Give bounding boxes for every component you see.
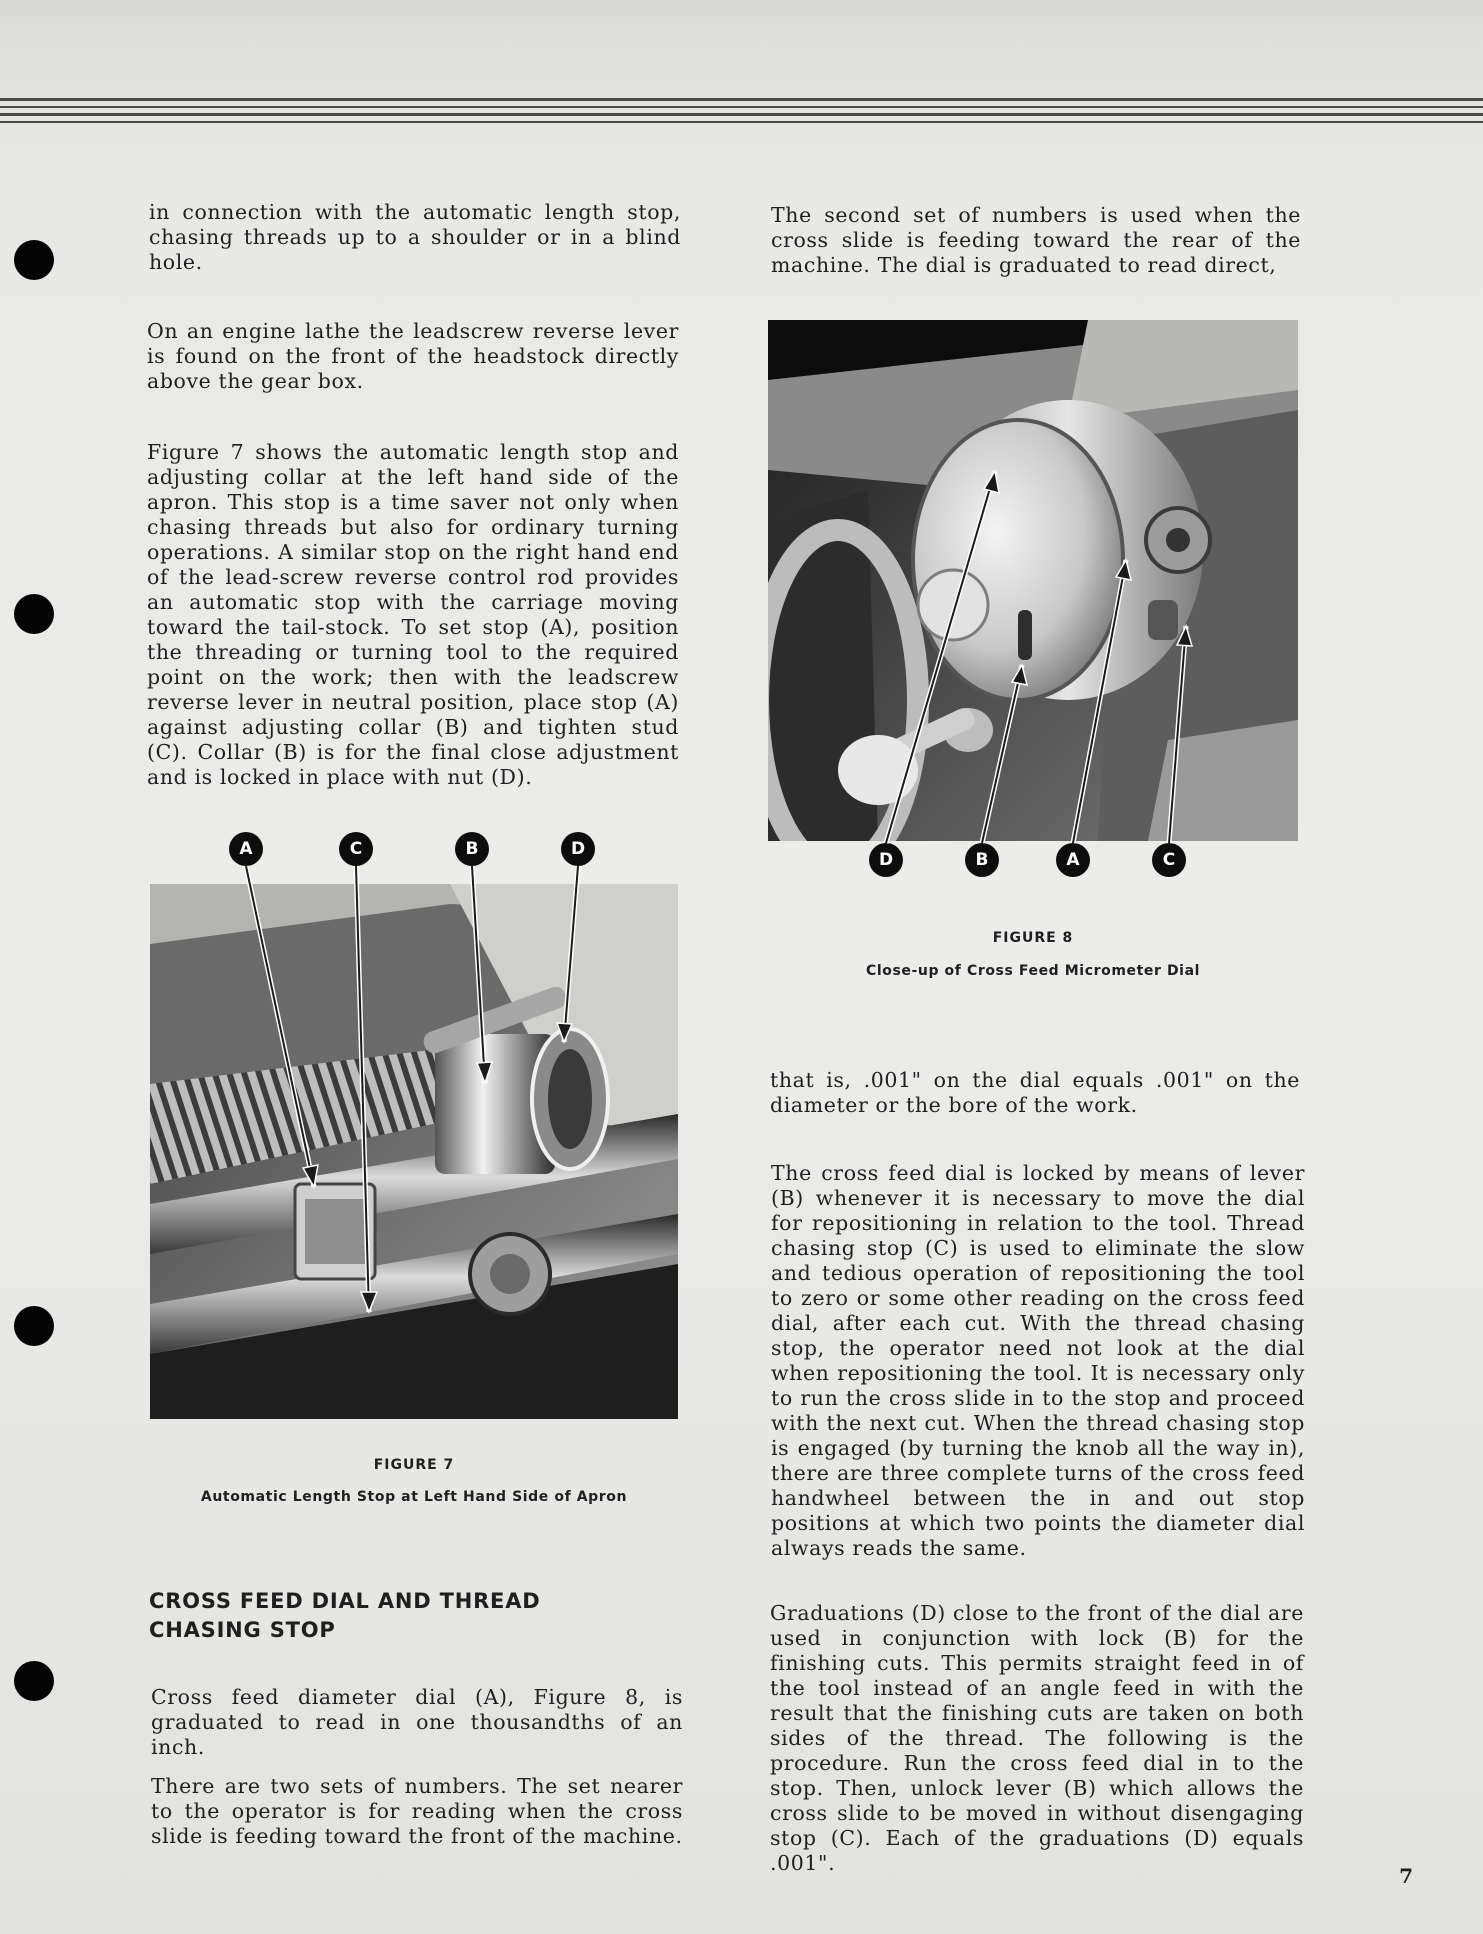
binder-hole — [14, 594, 54, 634]
section-heading: CROSS FEED DIAL AND THREAD CHASING STOP — [149, 1589, 541, 1642]
micrometer-dial-image — [768, 320, 1298, 841]
figure-8-title: FIGURE 8 — [992, 930, 1074, 946]
left-paragraph-5: There are two sets of numbers. The set nearer to the operator is for reading when the cross slide is feeding toward the front of the machine. — [151, 1774, 683, 1848]
left-paragraph-2: On an engine lathe the leadscrew reverse lever is found on the front of the headstock directly above the gear box. — [147, 319, 679, 393]
callout-d: D — [869, 843, 903, 877]
left-paragraph-4: Cross feed diameter dial (A), Figure 8, is graduated to read in one thousandths of an inch. — [151, 1685, 683, 1759]
right-paragraph-2: that is, .001" on the dial equals .001" on the diameter or the bore of the work. — [770, 1068, 1300, 1117]
figure-7-title: FIGURE 7 — [373, 1457, 455, 1473]
left-paragraph-3: Figure 7 shows the automatic length stop and adjusting collar at the left hand side of the apron. This stop is a time saver not only when chasing threads but also for ordinary turning operations. A similar stop on the right hand end of the lead-screw reverse control rod provides an automatic stop with the carriage moving toward the tail-stock. To set stop (A), position the threading or turning tool to the required point on the work; then with the leadscrew reverse lever in neutral position, place stop (A) against adjusting collar (B) and tighten stud (C). Collar (B) is for the final close adjustment and is locked in place with nut (D). — [147, 440, 679, 789]
right-paragraph-4: Graduations (D) close to the front of the dial are used in conjunction with lock (B) for the finishing cuts. This permits straight feed in of the tool instead of an angle feed in with the result that the finishing cuts are taken on both sides of the thread. The following is the procedure. Run the cross feed dial in to the stop. Then, unlock lever (B) which allows the cross slide to be moved in without disengaging stop (C). Each of the graduations (D) equals .001". — [770, 1601, 1304, 1875]
figure-8-photo — [768, 320, 1298, 841]
lathe-apron-image — [150, 884, 678, 1419]
callout-c: C — [1152, 843, 1186, 877]
binder-hole — [14, 240, 54, 280]
callout-b: B — [455, 832, 489, 866]
binder-hole — [14, 1661, 54, 1701]
callout-d: D — [561, 832, 595, 866]
left-paragraph-1: in connection with the automatic length stop, chasing threads up to a shoulder or in a blind hole. — [149, 200, 681, 274]
figure-8-caption: Close-up of Cross Feed Micrometer Dial — [865, 963, 1201, 979]
header-rule — [0, 121, 1483, 123]
header-rule — [0, 106, 1483, 108]
callout-a: A — [229, 832, 263, 866]
right-paragraph-1: The second set of numbers is used when the cross slide is feeding toward the rear of the machine. The dial is graduated to read direct, — [771, 203, 1301, 277]
callout-a: A — [1056, 843, 1090, 877]
header-rule — [0, 98, 1483, 101]
binder-hole — [14, 1306, 54, 1346]
right-paragraph-3: The cross feed dial is locked by means of lever (B) whenever it is necessary to move the dial for repositioning in relation to the tool. Thread chasing stop (C) is used to eliminate the slow and tedious operation of repositioning the tool to zero or some other reading on the cross feed dial, after each cut. With the thread chasing stop, the operator need not look at the dial when repositioning the tool. It is necessary only to run the cross slide in to the stop and proceed with the next cut. When the thread chasing stop is engaged (by turning the knob all the way in), there are three complete turns of the cross feed handwheel between the in and out stop positions at which two points the diameter dial always reads the same. — [771, 1161, 1305, 1560]
page-number: 7 — [1399, 1864, 1413, 1888]
figure-7-photo — [150, 884, 678, 1419]
callout-b: B — [965, 843, 999, 877]
header-rule — [0, 113, 1483, 116]
figure-7-caption: Automatic Length Stop at Left Hand Side of Apron — [200, 1489, 628, 1505]
callout-c: C — [339, 832, 373, 866]
